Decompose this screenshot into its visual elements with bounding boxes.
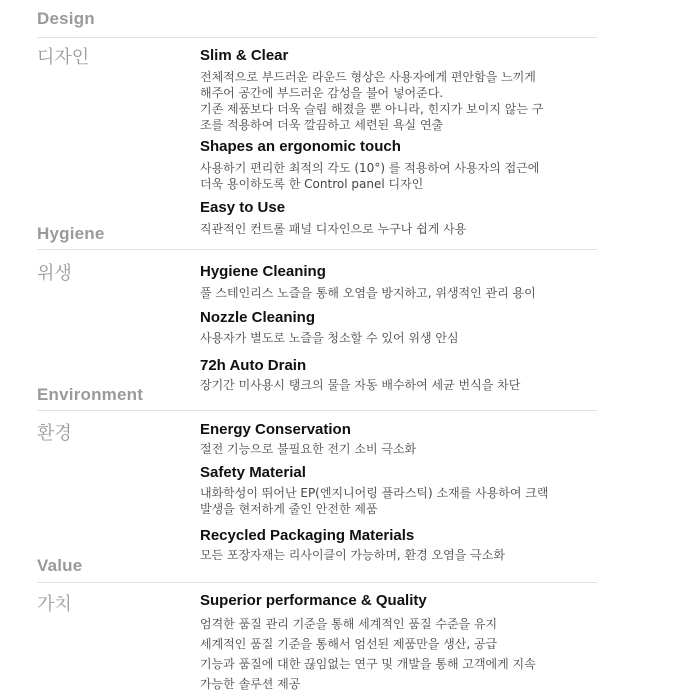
section-title-en: Environment <box>37 385 144 404</box>
section-title-en: Design <box>37 9 95 28</box>
feature-item-ergonomic-touch <box>200 137 640 192</box>
feature-desc-line: 사용하기 편리한 최적의 각도 (10°) 를 적용하여 사용자의 접근에 <box>200 161 540 175</box>
feature-item-nozzle-cleaning <box>200 308 640 346</box>
feature-desc-line: 장기간 미사용시 탱크의 물을 자동 배수하여 세균 번식을 차단 <box>200 378 521 392</box>
feature-title: Recycled Packaging Materials <box>200 527 415 544</box>
feature-title: Hygiene Cleaning <box>200 263 326 280</box>
section-divider <box>37 582 597 583</box>
feature-title: Easy to Use <box>200 199 286 216</box>
feature-desc-line: 풀 스테인리스 노즐을 통해 오염을 방지하고, 위생적인 관리 용이 <box>200 286 536 300</box>
feature-item-slim-clear <box>200 46 640 133</box>
feature-desc-line: 세계적인 품질 기준을 통해서 엄선된 제품만을 생산, 공급 <box>200 637 498 651</box>
section-title-en: Hygiene <box>37 224 105 243</box>
section-divider <box>37 37 597 38</box>
feature-item-safety-material <box>200 463 640 517</box>
feature-title: Shapes an ergonomic touch <box>200 138 401 155</box>
section-title-ko: 위생 <box>37 263 72 284</box>
section-title-en: Value <box>37 556 83 575</box>
feature-desc-line: 내화학성이 뛰어난 EP(엔지니어링 플라스틱) 소재를 사용하여 크랙 <box>200 486 549 500</box>
section-divider <box>37 410 597 411</box>
section-title-ko: 디자인 <box>37 47 90 68</box>
section-divider <box>37 249 597 250</box>
feature-desc-line: 엄격한 품질 관리 기준을 통해 세계적인 품질 수준을 유지 <box>200 617 498 631</box>
feature-title: Safety Material <box>200 464 306 481</box>
feature-desc-line: 해주어 공간에 부드러운 감성을 불어 넣어준다. <box>200 86 444 100</box>
feature-desc-line: 발생을 현저하게 줄인 안전한 제품 <box>200 502 378 516</box>
feature-item-energy-conservation <box>200 420 640 457</box>
feature-title: Nozzle Cleaning <box>200 309 316 326</box>
feature-desc-line: 조를 적용하여 더욱 깔끔하고 세련된 욕실 연출 <box>200 118 444 132</box>
feature-item-superior-performance <box>200 591 640 694</box>
feature-desc-line: 모든 포장자재는 리사이클이 가능하며, 환경 오염을 극소화 <box>200 548 505 562</box>
feature-desc-line: 더욱 용이하도록 한 Control panel 디자인 <box>200 177 424 191</box>
feature-desc-line: 직관적인 컨트롤 패널 디자인으로 누구나 쉽게 사용 <box>200 222 467 236</box>
section-title-ko: 가치 <box>37 594 72 615</box>
feature-desc-line: 절전 기능으로 불필요한 전기 소비 극소화 <box>200 442 417 456</box>
feature-desc-line: 기능과 품질에 대한 끊임없는 연구 및 개발을 통해 고객에게 지속 <box>200 657 536 671</box>
feature-item-recycled-packaging <box>200 526 640 563</box>
feature-item-hygiene-cleaning <box>200 262 640 301</box>
feature-title: 72h Auto Drain <box>200 357 307 374</box>
feature-desc-line: 기존 제품보다 더욱 슬림 해졌을 뿐 아니라, 힌지가 보이지 않는 구 <box>200 102 544 116</box>
feature-item-auto-drain <box>200 356 640 393</box>
feature-desc-line: 전체적으로 부드러운 라운드 형상은 사용자에게 편안함을 느끼게 <box>200 70 536 84</box>
feature-title: Energy Conservation <box>200 421 351 438</box>
section-title-ko: 환경 <box>37 423 72 444</box>
feature-title: Slim & Clear <box>200 47 289 64</box>
feature-item-easy-to-use <box>200 198 640 237</box>
feature-title: Superior performance & Quality <box>200 592 427 609</box>
feature-desc-line: 사용자가 별도로 노즐을 청소할 수 있어 위생 안심 <box>200 331 459 345</box>
feature-desc-line: 가능한 솔루션 제공 <box>200 677 301 691</box>
